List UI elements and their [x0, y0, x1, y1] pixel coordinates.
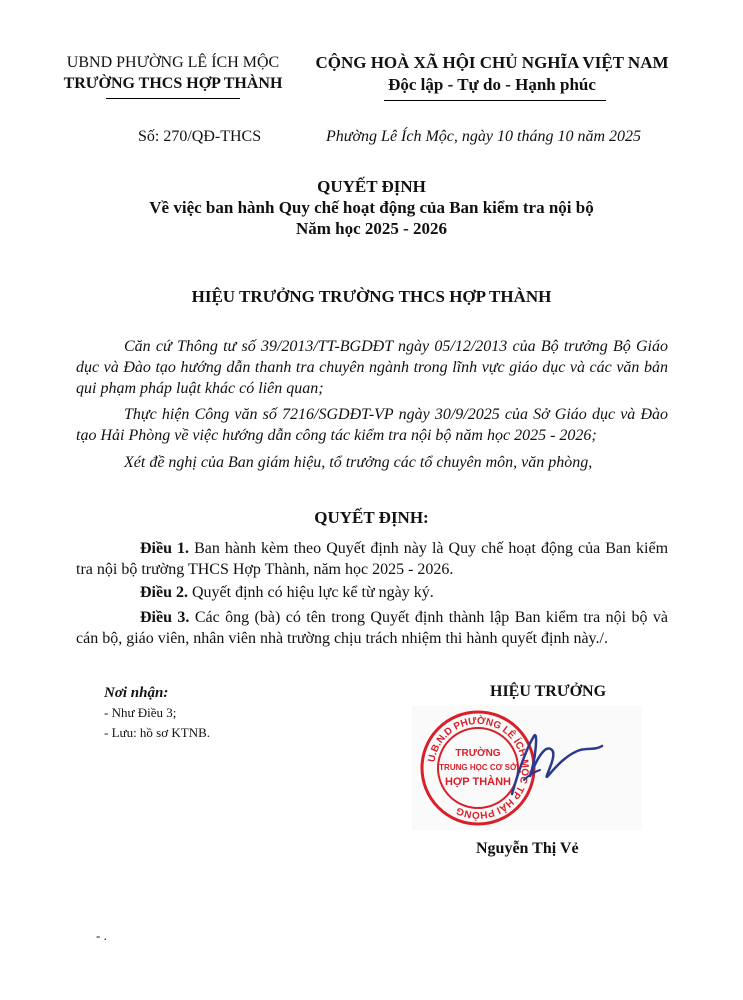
motto-underline [384, 100, 606, 101]
seal-line-3: HỢP THÀNH [444, 776, 512, 788]
recipient-item: - Như Điều 3; [104, 705, 177, 720]
decision-heading: QUYẾT ĐỊNH: [314, 508, 429, 527]
article-3-label: Điều 3. [140, 609, 190, 626]
authority-name: UBND PHƯỜNG LÊ ÍCH MỘC [66, 54, 280, 71]
signer-name: Nguyễn Thị Vẻ [476, 840, 579, 857]
seal-line-1: TRƯỜNG [455, 748, 501, 759]
article-3 [76, 607, 668, 649]
basis-paragraph-3: Xét đề nghị của Ban giám hiệu, tổ trưởng các tổ chuyên môn, văn phòng, [124, 454, 593, 471]
school-name: TRƯỜNG THCS HỢP THÀNH [63, 75, 283, 92]
country-name: CỘNG HOÀ XÃ HỘI CHỦ NGHĨA VIỆT NAM [315, 53, 669, 72]
signer-title: HIỆU TRƯỞNG [490, 683, 607, 700]
issuer-heading: HIỆU TRƯỞNG TRƯỜNG THCS HỢP THÀNH [191, 287, 552, 306]
seal-line-2: TRUNG HỌC CƠ SỞ [439, 763, 517, 772]
seal-outer-text: U.B.N.D PHƯỜNG LÊ ÍCH MỘC TP HẢI PHÒNG [426, 715, 531, 821]
basis-paragraph-2: Thực hiện Công văn số 7216/SGDĐT-VP ngày 30/9/2025 của Sở Giáo dục và Đào tạo Hải Phòng về việc hướng dẫn công tác kiểm tra nội bộ năm học 2025 - 2026; [76, 406, 668, 444]
recipients-block [104, 683, 210, 743]
place-and-date: Phường Lê Ích Mộc, ngày 10 tháng 10 năm 2025 [326, 128, 641, 145]
seal-and-signature [412, 706, 642, 830]
article-1-label: Điều 1. [140, 540, 190, 557]
footer-mark: - . [96, 928, 107, 943]
document-subject: Về việc ban hành Quy chế hoạt động của Ban kiểm tra nội bộ [149, 198, 594, 217]
article-2-label: Điều 2. [140, 584, 188, 601]
article-2 [76, 582, 668, 603]
basis-paragraph-1: Căn cứ Thông tư số 39/2013/TT-BGDĐT ngày 05/12/2013 của Bộ trưởng Bộ Giáo dục và Đào tạo hướng dẫn thanh tra chuyên ngành trong lĩnh vực giáo dục và các văn bản qui phạm pháp luật khác có liên quan; [76, 338, 668, 397]
school-underline [106, 98, 240, 99]
header-authority-block [40, 52, 306, 94]
article-1-text: Ban hành kèm theo Quyết định này là Quy chế hoạt động của Ban kiểm tra nội bộ trường THCS Hợp Thành, năm học 2025 - 2026. [76, 540, 669, 578]
document-number: Số: 270/QĐ-THCS [138, 128, 262, 145]
header-national-block [306, 52, 678, 97]
document-type: QUYẾT ĐỊNH [317, 177, 426, 196]
document-title-block [0, 176, 743, 239]
recipients-heading: Nơi nhận: [104, 685, 169, 701]
article-2-text: Quyết định có hiệu lực kể từ ngày ký. [188, 584, 434, 601]
official-seal-icon [412, 706, 642, 830]
national-motto: Độc lập - Tự do - Hạnh phúc [388, 75, 596, 94]
recipient-item: - Lưu: hồ sơ KTNB. [104, 725, 210, 740]
article-3-text: Các ông (bà) có tên trong Quyết định thành lập Ban kiểm tra nội bộ và cán bộ, giáo viên, nhân viên nhà trường chịu trách nhiệm thi hành quyết định này./. [76, 609, 668, 647]
article-1 [76, 538, 668, 580]
school-year: Năm học 2025 - 2026 [295, 219, 448, 238]
